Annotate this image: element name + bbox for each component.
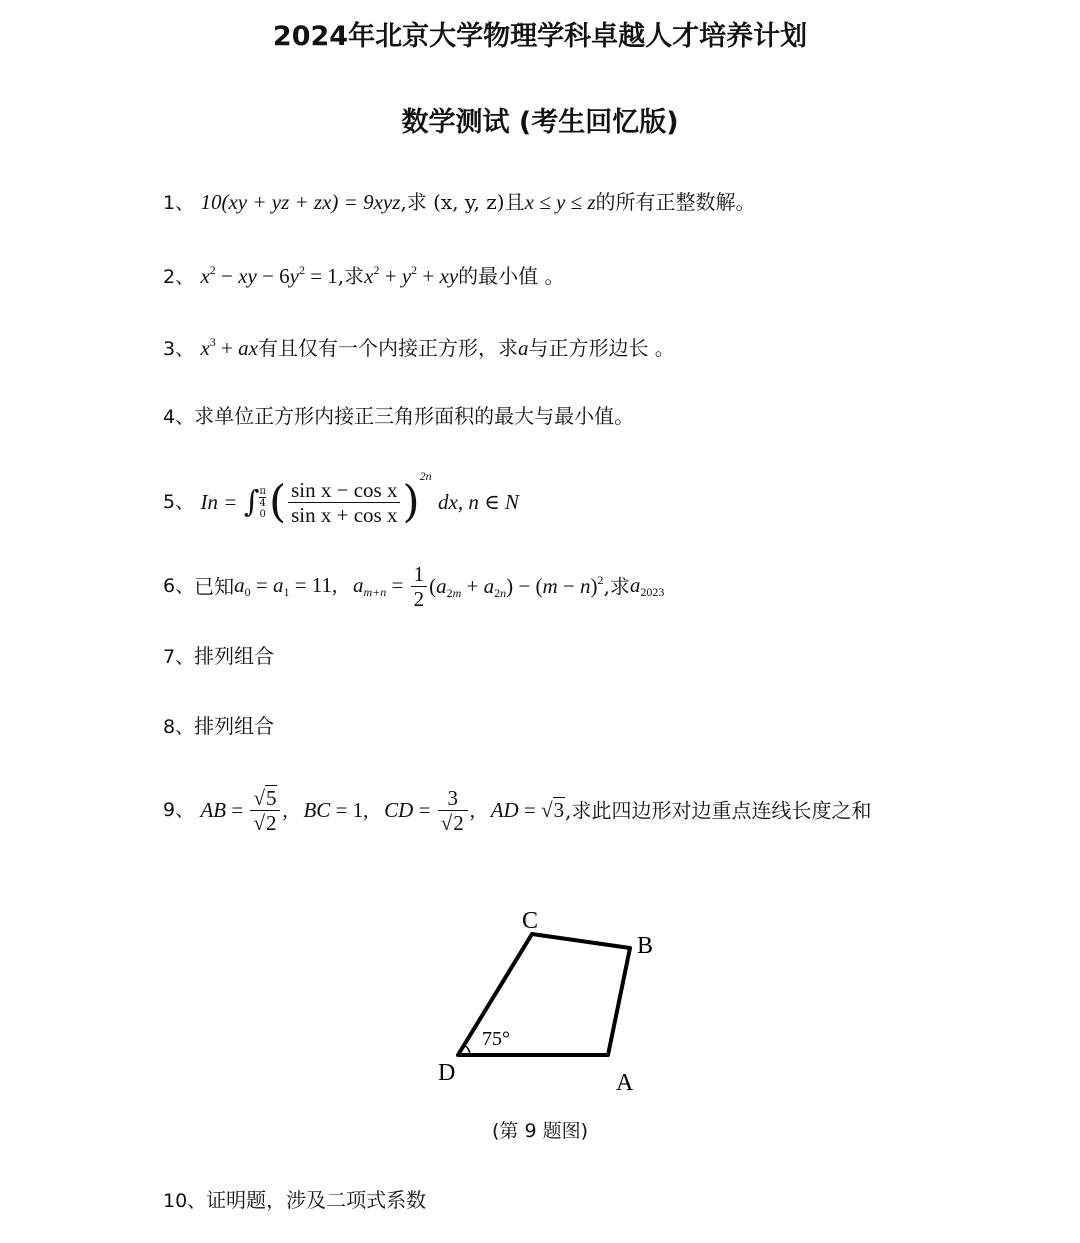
question-number: 2、 bbox=[163, 266, 195, 288]
numerator: sin x − cos x bbox=[291, 477, 398, 502]
question-4 bbox=[163, 406, 634, 427]
integral-sign: ∫ bbox=[243, 484, 260, 520]
lower-limit: 0 bbox=[259, 508, 266, 520]
equation: 10(xy + yz + zx) = 9xyz bbox=[200, 190, 401, 214]
question-text: 已知 bbox=[194, 574, 235, 599]
question-6 bbox=[163, 562, 664, 611]
right-paren: ) bbox=[402, 476, 420, 528]
ab-fraction: $\frac{√5}{√2}$ bbox=[250, 786, 280, 835]
expression: $x^3$ + ax bbox=[200, 335, 258, 360]
equation: $a_0 = a_1 = 11$, $a_{m+n}$ = bbox=[234, 573, 409, 600]
question-number: 3、 bbox=[163, 338, 195, 360]
equation: $(a_{2m} + a_{2n}) - (m - n)^2$ bbox=[429, 573, 604, 601]
question-text: 有且仅有一个内接正方形，求 bbox=[257, 336, 518, 360]
equation: AB = bbox=[200, 798, 249, 823]
question-number: 9、 bbox=[163, 799, 195, 822]
figure-caption: (第 9 题图) bbox=[492, 1120, 588, 1142]
vertex-b-label: B bbox=[637, 933, 654, 959]
half-fraction: $\frac{1}{2}$ bbox=[411, 562, 428, 611]
question-5 bbox=[163, 470, 519, 527]
question-10 bbox=[163, 1190, 426, 1211]
angle-label: 75° bbox=[482, 1028, 510, 1050]
question-text: ,求 bbox=[603, 574, 630, 599]
upper-limit: π bbox=[259, 485, 266, 497]
page-subtitle: 数学测试 (考生回忆版) bbox=[401, 107, 679, 138]
question-text: 排列组合 bbox=[194, 644, 275, 668]
question-text: 的所有正整数解。 bbox=[595, 190, 756, 214]
question-8 bbox=[163, 716, 274, 737]
question-text: 的最小值 。 bbox=[458, 264, 565, 288]
question-text: ,求 (x, y, z)且 bbox=[400, 190, 525, 214]
condition: x ≤ y ≤ z bbox=[524, 190, 596, 214]
left-paren: ( bbox=[268, 476, 287, 528]
question-text: ,求 bbox=[337, 264, 365, 288]
vertex-a-label: A bbox=[616, 1070, 634, 1096]
cd-fraction: $\frac{3}{√2}$ bbox=[438, 786, 468, 835]
integrand-fraction bbox=[288, 478, 400, 527]
question-3 bbox=[163, 336, 675, 359]
question-number: 7、 bbox=[163, 646, 195, 668]
exponent: 2n bbox=[419, 469, 432, 483]
equation-lhs: In = bbox=[200, 490, 238, 514]
question-number: 1、 bbox=[163, 192, 195, 214]
equation: , AD = √3 bbox=[469, 798, 565, 823]
denominator: sin x + cos x bbox=[288, 502, 400, 527]
integral-limits bbox=[259, 486, 266, 520]
question-text: 求单位正方形内接正三角形面积的最大与最小值。 bbox=[194, 404, 635, 428]
equation: $x^2$ − xy − $6y^2 = 1$ bbox=[200, 263, 338, 288]
question-number: 6、 bbox=[163, 575, 195, 598]
question-number: 5、 bbox=[163, 491, 195, 513]
question-number: 4、 bbox=[163, 406, 195, 428]
differential: dx, n ∈ N bbox=[438, 490, 519, 514]
question-number: 8、 bbox=[163, 716, 195, 738]
question-text: 证明题，涉及二项式系数 bbox=[206, 1188, 427, 1212]
quadrilateral-figure bbox=[430, 900, 670, 1100]
question-text: ,求此四边形对边重点连线长度之和 bbox=[565, 798, 872, 823]
vertex-c-label: C bbox=[522, 908, 539, 934]
upper-limit-den: 4 bbox=[259, 497, 266, 509]
question-2 bbox=[163, 264, 565, 287]
vertex-d-label: D bbox=[438, 1060, 456, 1086]
question-7 bbox=[163, 646, 274, 667]
variable: a bbox=[517, 336, 529, 360]
question-1 bbox=[163, 192, 756, 213]
question-text: 排列组合 bbox=[194, 714, 275, 738]
target-term: $a_{2023}$ bbox=[629, 573, 665, 600]
question-text: 与正方形边长 。 bbox=[528, 336, 675, 360]
question-number: 10、 bbox=[163, 1190, 207, 1212]
page-title: 2024年北京大学物理学科卓越人才培养计划 bbox=[272, 21, 808, 52]
expression: $x^2 + y^2$ + xy bbox=[364, 263, 459, 288]
question-9 bbox=[163, 786, 871, 835]
equation: , BC = 1, CD = bbox=[282, 798, 436, 823]
